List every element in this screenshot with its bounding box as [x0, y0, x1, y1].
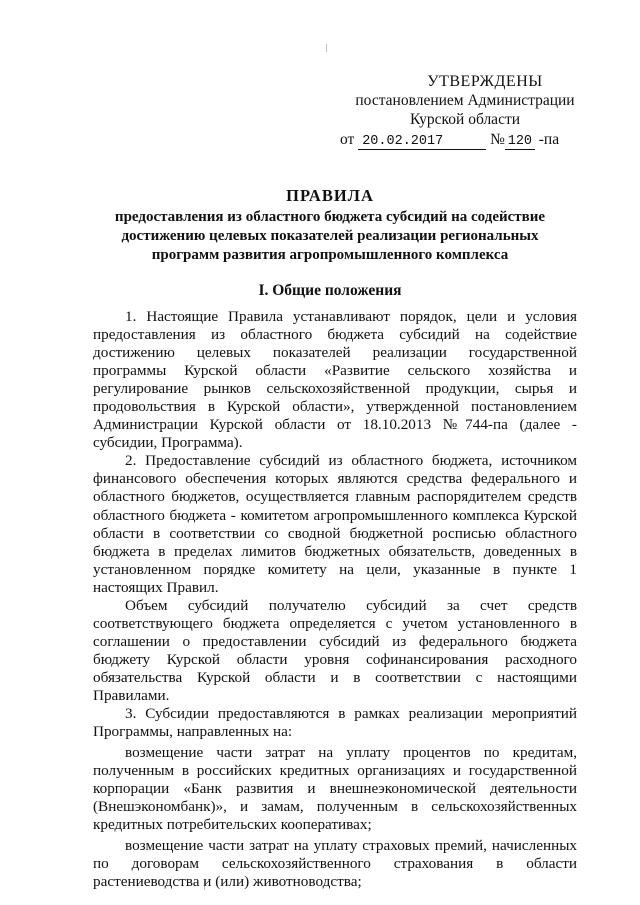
- scan-mark-top: [326, 44, 327, 52]
- paragraph-2: 2. Предоставление субсидий из областного бюджета, источником финансового обеспечения которых являются средства федерального и областного бюджетов, осуществляется главным распорядителем средств областного бюджета - комитетом агропромышленного комплекса Курской области в соответствии со сводной бюджетной росписью областного бюджета в пределах лимитов бюджетных обязательств, доведенных в установленном порядке комитету на цели, указанные в пункте 1 настоящих Правил.: [93, 452, 577, 596]
- approval-line-2: Курской области: [409, 111, 521, 128]
- paragraph-5: возмещение части затрат на уплату процентов по кредитам, полученным в российских кредитных организациях и государственной корпорации «Банк развития и внешнеэкономической деятельности (Внешэкономбанк)», и замам, полученным в сельскохозяйственных кредитных потребительских кооперативах;: [93, 744, 577, 834]
- date-value: 20.02.2017: [358, 134, 486, 150]
- approval-title: УТВЕРЖДЕНЫ: [427, 73, 543, 90]
- section-heading: I. Общие положения: [258, 282, 402, 299]
- paragraph-4: 3. Субсидии предоставляются в рамках реализации мероприятий Программы, направленных на:: [93, 705, 577, 741]
- approval-date-line: [340, 130, 600, 150]
- document-title-block: [90, 186, 570, 265]
- paragraph-6: возмещение части затрат на уплату страховых премий, начисленных по договорам сельскохозяйственного страхования в области растениеводства и (или) животноводства;: [93, 837, 577, 891]
- approval-line-1: постановлением Администрации: [355, 92, 575, 109]
- date-prefix: от: [340, 131, 355, 148]
- number-suffix: -па: [538, 131, 560, 148]
- paragraph-3: Объем субсидий получателю субсидий за счет средств соответствующего бюджета определяется с учетом установленного в соглашении о предоставлении субсидий из федерального бюджета бюджету Курской области уровня софинансирования расходного обязательства Курской области и в соответствии с настоящими Правилами.: [93, 596, 577, 704]
- approval-stamp: [330, 72, 600, 150]
- number-value: 120: [505, 134, 535, 150]
- section-body: [93, 308, 577, 892]
- paragraph-1: 1. Настоящие Правила устанавливают порядок, цели и условия предоставления из областного бюджета субсидий на содействие достижению целевых показателей реализации государственной программы Курской области «Развитие сельского хозяйства и регулирование рынков сельскохозяйственной продукции, сырья и продовольствия в Курской области», утвержденной постановлением Администрации Курской области от 18.10.2013 №744-па (далее - субсидии, Программа).: [93, 308, 577, 452]
- document-subtitle: предоставления из областного бюджета субсидий на содействие достижению целевых показателей реализации региональных программ развития агропромышленного комплекса: [114, 209, 546, 263]
- document-title: ПРАВИЛА: [286, 186, 374, 205]
- number-prefix: №: [490, 131, 505, 148]
